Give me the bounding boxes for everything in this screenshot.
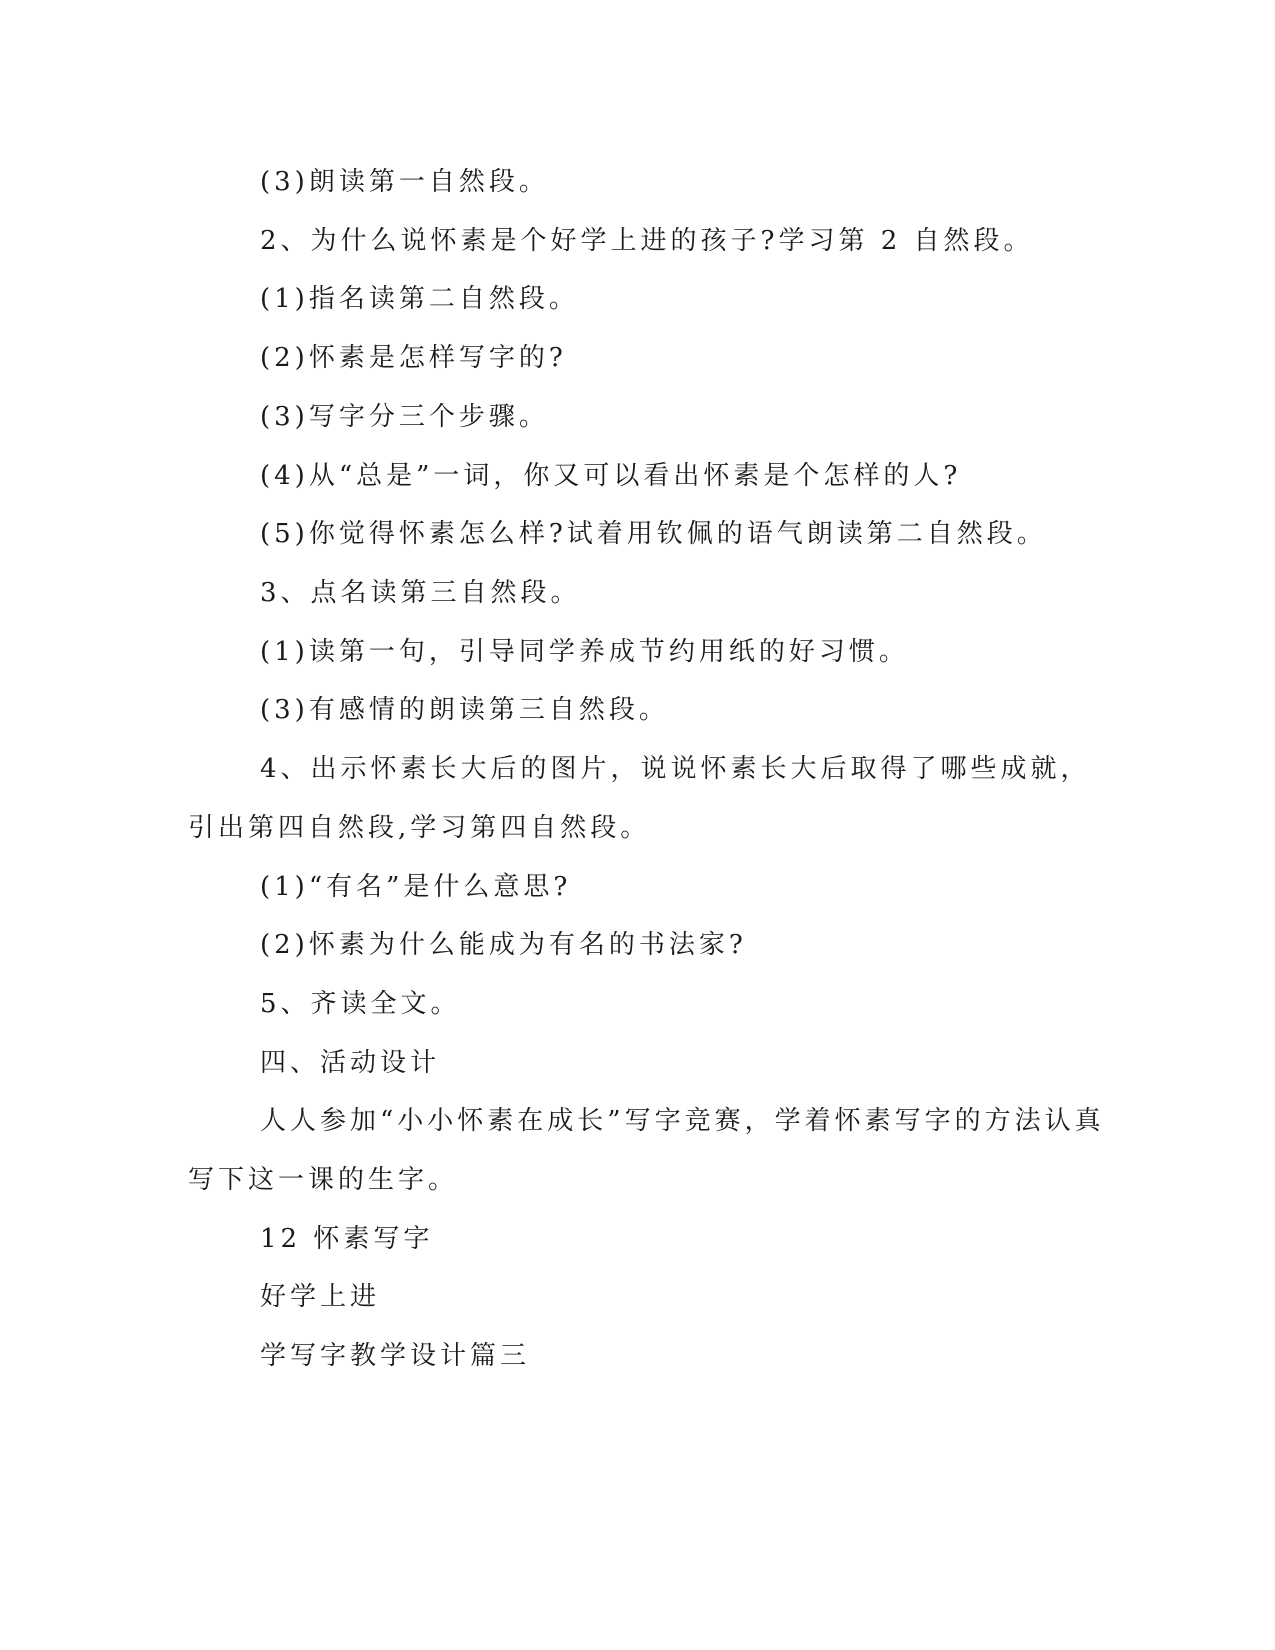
text-line: (3)有感情的朗读第三自然段。 (260, 695, 669, 725)
text-line: 写下这一课的生字。 (188, 1165, 459, 1195)
text-line: 人人参加“小小怀素在成长”写字竞赛，学着怀素写字的方法认真 (260, 1106, 1105, 1136)
text-line: 3、点名读第三自然段。 (260, 578, 581, 608)
text-line: (4)从“总是”一词，你又可以看出怀素是个怎样的人? (260, 461, 962, 491)
section-heading: 四、活动设计 (260, 1048, 441, 1078)
text-line: (5)你觉得怀素怎么样?试着用钦佩的语气朗读第二自然段。 (260, 519, 1047, 549)
text-line: (1)指名读第二自然段。 (260, 284, 579, 314)
text-line: 引出第四自然段,学习第四自然段。 (188, 813, 651, 843)
text-line: 4、出示怀素长大后的图片，说说怀素长大后取得了哪些成就， (260, 754, 1091, 784)
text-line: 12 怀素写字 (260, 1224, 434, 1254)
text-line: (1)读第一句，引导同学养成节约用纸的好习惯。 (260, 637, 909, 667)
text-line: 好学上进 (260, 1282, 381, 1312)
text-line: (1)“有名”是什么意思? (260, 872, 572, 902)
text-line: (3)朗读第一自然段。 (260, 167, 549, 197)
text-line: 5、齐读全文。 (260, 989, 461, 1019)
text-line: 2、为什么说怀素是个好学上进的孩子?学习第 2 自然段。 (260, 226, 1034, 256)
text-line: (2)怀素为什么能成为有名的书法家? (260, 930, 747, 960)
section-heading: 学写字教学设计篇三 (260, 1341, 531, 1371)
text-line: (2)怀素是怎样写字的? (260, 343, 567, 373)
text-line: (3)写字分三个步骤。 (260, 402, 549, 432)
